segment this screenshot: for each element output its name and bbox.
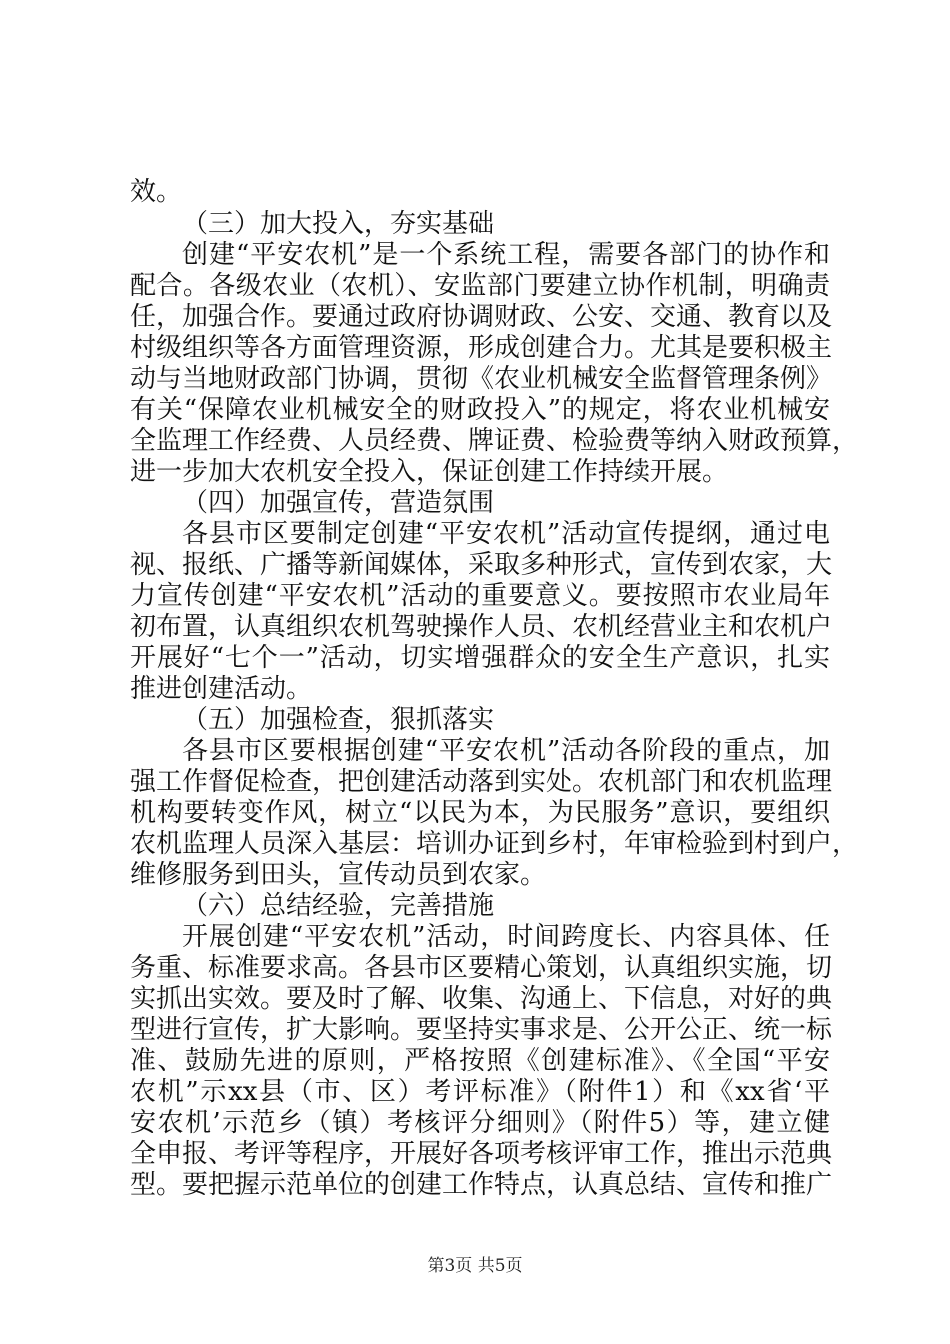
text-line: 型。要把握示范单位的创建工作特点，认真总结、宣传和推广 bbox=[130, 1170, 833, 1200]
section-heading-4: （四）加强宣传，营造氛围 bbox=[182, 488, 495, 518]
text-line: 安农机’示范乡（镇）考核评分细则》（附件5）等，建立健 bbox=[130, 1108, 830, 1138]
text-line: 各县市区要根据创建“平安农机”活动各阶段的重点，加 bbox=[182, 736, 830, 766]
text-line: 配合。各级农业（农机）、安监部门要建立协作机制，明确责 bbox=[130, 271, 830, 301]
text-line: 力宣传创建“平安农机”活动的重要意义。要按照市农业局年 bbox=[130, 581, 830, 611]
text-line: 机构要转变作风，树立“以民为本，为民服务”意识，要组织 bbox=[130, 798, 830, 828]
section-heading-5: （五）加强检查，狠抓落实 bbox=[182, 705, 495, 735]
text-line: 创建“平安农机”是一个系统工程，需要各部门的协作和 bbox=[182, 240, 830, 270]
text-line: 有关“保障农业机械安全的财政投入”的规定，将农业机械安 bbox=[130, 395, 830, 425]
text-line: 村级组织等各方面管理资源，形成创建合力。尤其是要积极主 bbox=[130, 333, 833, 363]
text-line: 进一步加大农机安全投入，保证创建工作持续开展。 bbox=[130, 457, 729, 487]
text-line: 农机监理人员深入基层：培训办证到乡村，年审检验到村到户， bbox=[130, 829, 859, 859]
text-line: 效。 bbox=[130, 177, 183, 207]
text-line: 强工作督促检查，把创建活动落到实处。农机部门和农机监理 bbox=[130, 767, 833, 797]
text-line: 任，加强合作。要通过政府协调财政、公安、交通、教育以及 bbox=[130, 302, 833, 332]
text-line: 农机”示xx县（市、区）考评标准》（附件1）和《xx省‘平 bbox=[130, 1077, 830, 1107]
text-line: 全监理工作经费、人员经费、牌证费、检验费等纳入财政预算， bbox=[130, 426, 859, 456]
text-line: 开展好“七个一”活动，切实增强群众的安全生产意识，扎实 bbox=[130, 643, 830, 673]
text-line: 初布置，认真组织农机驾驶操作人员、农机经营业主和农机户 bbox=[130, 612, 833, 642]
text-line: 实抓出实效。要及时了解、收集、沟通上、下信息，对好的典 bbox=[130, 984, 833, 1014]
text-line: 动与当地财政部门协调，贯彻《农业机械安全监督管理条例》 bbox=[130, 364, 833, 394]
text-line: 开展创建“平安农机”活动，时间跨度长、内容具体、任 bbox=[182, 922, 830, 952]
text-line: 准、鼓励先进的原则，严格按照《创建标准》、《全国“平安 bbox=[130, 1046, 830, 1076]
text-line: 维修服务到田头，宣传动员到农家。 bbox=[130, 860, 547, 890]
text-line: 务重、标准要求高。各县市区要精心策划，认真组织实施，切 bbox=[130, 953, 833, 983]
text-line: 视、报纸、广播等新闻媒体，采取多种形式，宣传到农家，大 bbox=[130, 550, 833, 580]
section-heading-3: （三）加大投入，夯实基础 bbox=[182, 209, 495, 239]
text-line: 各县市区要制定创建“平安农机”活动宣传提纲，通过电 bbox=[182, 519, 830, 549]
text-line: 全申报、考评等程序，开展好各项考核评审工作，推出示范典 bbox=[130, 1139, 833, 1169]
page-footer: 第3页 共5页 bbox=[427, 1256, 523, 1276]
text-line: 推进创建活动。 bbox=[130, 674, 313, 704]
text-line: 型进行宣传，扩大影响。要坚持实事求是、公开公正、统一标 bbox=[130, 1015, 833, 1045]
section-heading-6: （六）总结经验，完善措施 bbox=[182, 891, 495, 921]
